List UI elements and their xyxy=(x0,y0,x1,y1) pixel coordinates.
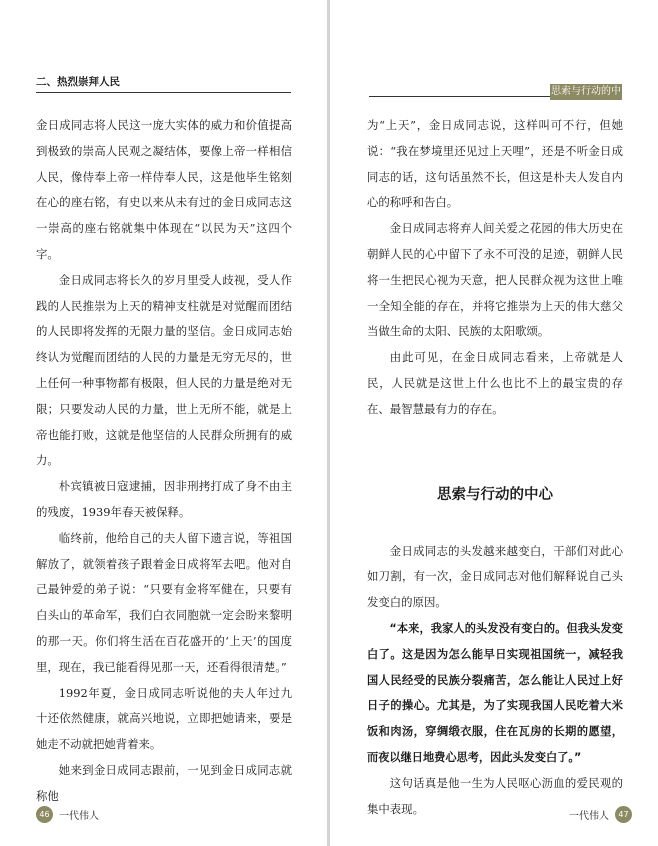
paragraph: 金日成同志将弃人间关爱之花园的伟大历史在朝鲜人民的心中留下了永不可没的足迹，朝鲜人民将一生把民心视为天意，把人民群众视为这世上唯一全知全能的存在，并将它推崇为上天的伟大慈父当做生命的太阳、民族的太阳歌颂。 xyxy=(367,221,623,339)
right-footer xyxy=(569,806,632,823)
paragraph: 金日成同志将长久的岁月里受人歧视，受人作践的人民推崇为上天的精神支柱就是对觉醒而团结的人民即将发挥的无限力量的坚信。金日成同志始终认为觉醒而团结的人民的力量是无穷无尽的，世上任何一种事物都有极限，但人民的力量是绝对无限；只要发动人民的力量，世上无所不能，就是上帝也能打败，这就是他坚信的人民群众所拥有的威力。 xyxy=(36,272,292,468)
paragraph: 由此可见，在金日成同志看来，上帝就是人民，人民就是这世上什么也比不上的最宝贵的存在、最智慧最有力的存在。 xyxy=(367,350,623,416)
paragraph: 1992年夏，金日成同志听说他的夫人年过九十还依然健康，就高兴地说，立即把她请来，要是她走不动就把她背着来。 xyxy=(36,685,292,752)
footer-title: 一代伟人 xyxy=(569,811,609,822)
quote-paragraph: “本来，我家人的头发没有变白的。但我头发变白了。这是因为怎么能早日实现祖国统一，减轻我国人民经受的民族分裂痛苦，怎么能让人民过上好日子的操心。尤其是，为了实现我国人民吃着大米饭和肉汤，穿绸缎衣服，住在瓦房的长期的愿望，而夜以继日地费心思考，因此头发变白了。” xyxy=(367,621,623,764)
section-header: 二、热烈崇拜人民 xyxy=(36,74,291,93)
paragraph: 她来到金日成同志跟前，一见到金日成同志就称他 xyxy=(36,762,292,803)
paragraph: 临终前，他给自己的夫人留下遗言说，等祖国解放了，就领着孩子跟着金日成将军去吧。他对自己最钟爱的弟子说：“只要有金将军健在，只要有白头山的革命军，我们白衣同胞就一定会盼来黎明的那一天。你们将生活在百花盛开的‘上天’的国度里，现在，我已能看得见那一天，还看得很清楚。” xyxy=(36,530,292,674)
left-footer xyxy=(36,806,99,823)
left-body-text xyxy=(36,113,292,810)
page-number-badge: 47 xyxy=(615,806,632,823)
right-page xyxy=(329,0,658,846)
paragraph: 金日成同志将人民这一庞大实体的威力和价值提高到极致的崇高人民观之凝结体，要像上帝一样相信人民，像侍奉上帝一样侍奉人民，这是他毕生铭刻在心的座右铭，有史以来从未有过的金日成同志这一崇高的座右铭就集中体现在“以民为天”这四个字。 xyxy=(36,118,292,261)
footer-title: 一代伟人 xyxy=(59,811,99,822)
paragraph: 金日成同志的头发越来越变白，干部们对此心如刀割，有一次，金日成同志对他们解释说自己头发变白的原因。 xyxy=(367,543,623,610)
chapter-header-tag: 思索与行动的中心 xyxy=(551,86,621,113)
paragraph: 这句话真是他一生为人民呕心沥血的爱民观的集中表现。 xyxy=(367,775,623,816)
paragraph: 为“上天”，金日成同志说，这样叫可不行，但她说：“我在梦境里还见过上天哩”，还是不听金日成同志的话，这句话虽然不长，但这是朴夫人发自内心的称呼和告白。 xyxy=(367,118,623,210)
header-rule xyxy=(369,96,574,97)
section-subtitle: 思索与行动的中心 xyxy=(437,486,553,503)
paragraph: 朴宾镇被日寇逮捕，因非刑拷打成了身不由主的残废，1939年春天被保释。 xyxy=(36,479,292,519)
right-body-text xyxy=(367,113,623,822)
page-number-badge: 46 xyxy=(36,806,53,823)
